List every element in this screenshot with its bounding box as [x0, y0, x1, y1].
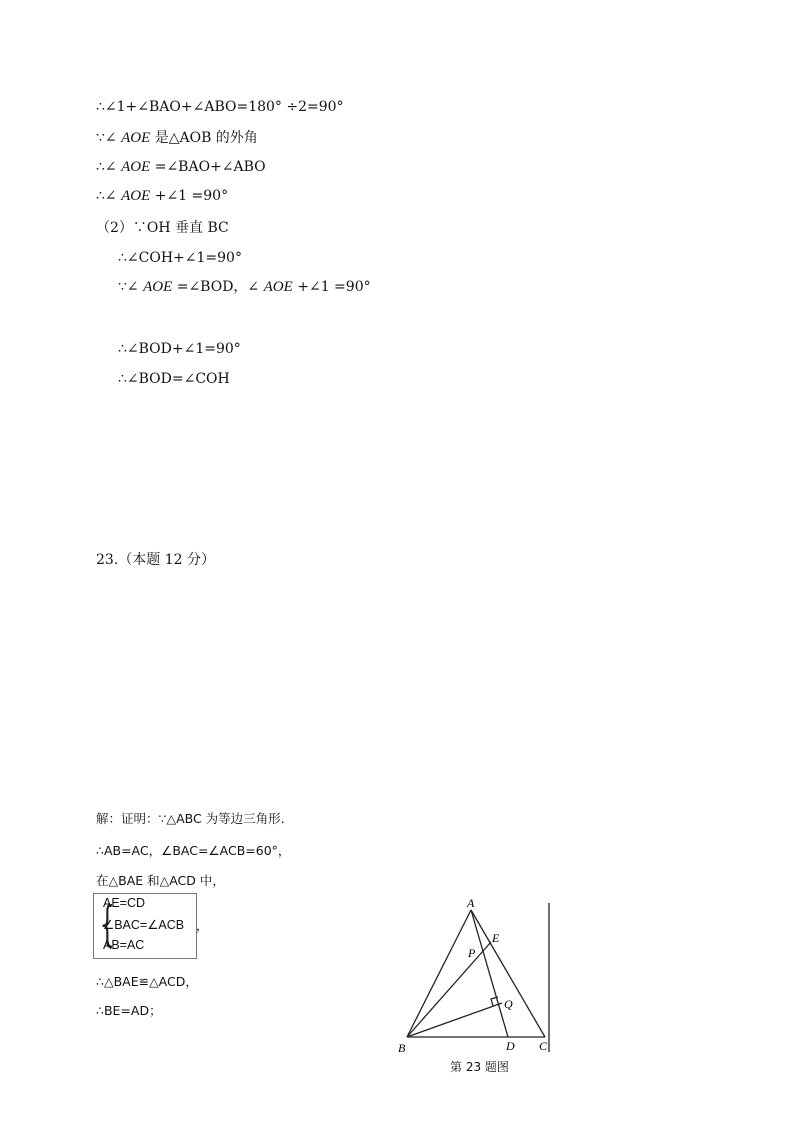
system-comma: ， [196, 918, 209, 933]
figure-caption: 第 23 题图 [450, 1060, 509, 1074]
proof-line-3-post: =∠BAO+∠ABO [150, 159, 266, 175]
system-eq-2: ∠BAC=∠ACB [103, 918, 185, 932]
label-e: E [492, 931, 500, 945]
label-d: D [506, 1039, 515, 1053]
solution-line-4: ∴△BAE≌△ACD， [96, 974, 198, 989]
part2-header: （2）∵OH 垂直 BC [96, 220, 229, 236]
solution-line-3: 在△BAE 和△ACD 中， [96, 873, 225, 888]
triangle-figure [390, 895, 560, 1060]
part2-line-2-angle-2: AOE [263, 279, 293, 295]
segment-ad [471, 910, 508, 1037]
part2-line-2 [118, 278, 371, 296]
system-eq-1: AE=CD [103, 896, 146, 910]
side-ac [471, 910, 545, 1037]
proof-line-2-pre: ∵∠ [96, 130, 122, 146]
proof-line-3-angle: AOE [121, 159, 151, 175]
proof-line-4-post: +∠1 =90° [150, 188, 229, 204]
part2-line-2-pre: ∵∠ [118, 279, 144, 295]
label-b: B [398, 1041, 406, 1055]
proof-line-3-pre: ∴∠ [96, 159, 122, 175]
label-q: Q [504, 997, 513, 1011]
label-c: C [539, 1039, 548, 1053]
label-p: P [468, 946, 476, 960]
left-brace: { [99, 896, 115, 952]
segment-be [407, 942, 491, 1037]
solution-line-5: ∴BE=AD； [96, 1003, 162, 1018]
part2-line-2-post: +∠1 =90° [292, 279, 371, 295]
proof-line-2-angle: AOE [121, 130, 151, 146]
proof-line-2-post: 是△AOB 的外角 [150, 130, 258, 146]
proof-line-4-pre: ∴∠ [96, 188, 122, 204]
proof-line-2 [96, 129, 258, 147]
part2-line-4: ∴∠BOD=∠COH [118, 371, 230, 387]
system-eq-3: AB=AC [103, 938, 145, 952]
equation-system [93, 893, 197, 959]
proof-line-3 [96, 158, 266, 176]
part2-line-1: ∴∠COH+∠1=90° [118, 250, 242, 266]
label-a: A [467, 896, 475, 910]
proof-line-4-angle: AOE [121, 188, 151, 204]
part2-line-2-angle: AOE [143, 279, 173, 295]
proof-line-1: ∴∠1+∠BAO+∠ABO=180° ÷2=90° [96, 99, 344, 115]
problem-23-title: 23.（本题 12 分） [96, 552, 215, 568]
solution-line-2: ∴AB=AC，∠BAC=∠ACB=60°， [96, 843, 291, 858]
proof-line-4 [96, 187, 228, 205]
part2-line-3: ∴∠BOD+∠1=90° [118, 341, 241, 357]
solution-line-1: 解：证明：∵△ABC 为等边三角形. [96, 811, 285, 826]
part2-line-2-mid: =∠BOD，∠ [172, 279, 264, 295]
